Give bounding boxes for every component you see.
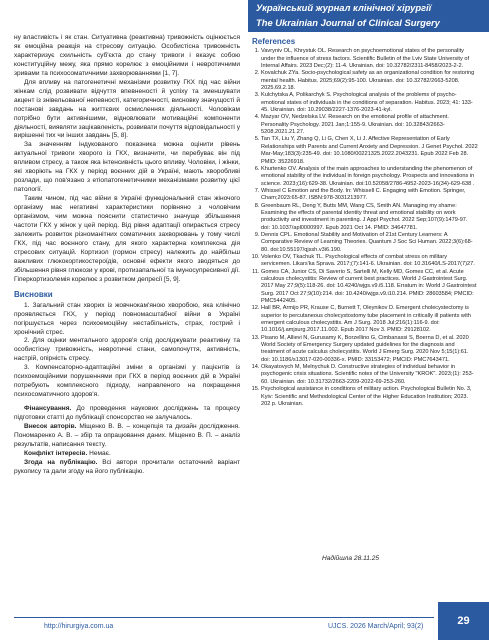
funding-text: До проведення наукових досліджень та процесу підготовки статті до публікації спонсорство не залучалось. (14, 405, 240, 422)
page-number: 29 (438, 602, 489, 640)
reference-item: 8. Greenbaum RL, Deng Y, Butts MM, Wang CS, Smith AN. Managing my shame: Examining the effects of parental identity threat and emotional stability on work productivity and investment in parenting. J Appl Psychol. 2022 Sep;107(9):1479-97. doi: 10.1037/apl0000997. Epub 2021 Oct 14. PMID: 34647781. (261, 203, 478, 232)
reference-item: 12. Hall BR, Armijo PR, Krause C, Burnett T, Oleynikov D. Emergent cholecystectomy is superior to percutaneous cholecystostomy tube placement in critically ill patients with emergent calculous cholecystitis. Am J Surg. 2018 Jul;216(1):116-9. doi: 10.1016/j.amjsurg.2017.11.002. Epub 2017 Nov 3. PMID: 29128102. (261, 305, 478, 334)
journal-citation: UJCS. 2026 March/April; 93(2) (328, 623, 424, 630)
references-column (252, 38, 478, 408)
reference-item: 4. Mazyar OV, Nedzelska LV. Research on the emotional profile of attachment. Personality Psychology. 2021 Jan;1:155-9. Ukrainian. doi: 10.32843/2663-5208.2021.21.27. (261, 114, 478, 136)
reference-item: 6. Khurtenko OV. Analysis of the main approaches to understanding the phenomenon of emotional stability of the individual in foreign psychology. Prospects and innovations in science. 2023;(16):629-38. Ukrainian. doi:10.52058/2786-4952-2023-16(34)-629-638 . (261, 166, 478, 188)
conflict-text: Немає. (87, 449, 111, 457)
reference-item: 11. Gomes CA, Junior CS, Di Saverio S, Sartelli M, Kelly MD, Gomes CC, et al. Acute calculous cholecystitis: Review of current best practices. World J Gastrointest Surg. 2017 May 27;9(5):118-26. doi: 10.4240/wjgs.v9.i5.118. Erratum in: World J Gastrointest Surg. 2017 Oct 27;9(10):214. doi: 10.4240/wjgs.v9.i10.214. PMID: 28603584; PMCID: PMC5442405. (261, 269, 478, 306)
page-footer (0, 602, 489, 640)
journal-title-ukrainian: Український журнал клінічної хірургії (256, 2, 432, 13)
funding-label: Фінансування. (24, 405, 72, 413)
reference-item: 14. Okayatovych M, Melnychuk D. Constructive strategies of individual behavior in psychogenic crisis situations. Scientific notes of the University "KROK". 2023;(1): 253-60. Ukrainian. doi: 10.31732/2663-2209-2022-69-253-260. (261, 364, 478, 386)
journal-header-banner (248, 0, 489, 32)
contributions-text: Міщенко В. В. – концепція та дизайн дослідження. Пономаренко А. В. – збір та опрацювання даних. Міщенко В. П. – аналіз результатів, написання тексту. (14, 423, 240, 448)
contributions-label: Внесок авторів. (24, 423, 77, 431)
reference-item: 2. Kovalchuk ZYa. Socio-psychological safety as an organizational condition for restoring mental health. Habitus. 2025;69(2):95-100. Ukrainian. doi: 10.32782/2663-5208. 2025.69.2.18. (261, 70, 478, 92)
conclusion-item: 3. Компенсаторно-адаптаційні зміни в організмі у пацієнтів із психоемоційними порушеннями при ГКХ в період воєнних дій в Україні потребують комплексного підходу, направленого на покращення психосоматичного здоров'я. (14, 364, 240, 399)
reference-item: 15. Psychological assistance in conditions of military action. Psychological Bulletin No. 3, Kyiv: Scientific and Methodological Center of the Higher Education Institution; 2023. 202 p. Ukrainian. (261, 386, 478, 408)
body-paragraph: ну властивість і як стан. Ситуативна (реактивна) тривожність оцінюється як емоційна реакція на стресову ситуацію. Особистісна тривожність характеризує схильність суб'єкта до стану тривоги і вказує собою конституційну межу, яка прямо корелює з емоційними і невротичними зривами та психосоматичними захворюваннями [1, 7]. (14, 34, 240, 77)
references-list (252, 48, 478, 408)
reference-item: 13. Pisano M, Allievi N, Gurusamy K, Borzellino G, Cimbanassi S, Boerna D, et al. 2020 World Society of Emergency Surgery updated guidelines for the diagnosis and treatment of acute calculus cholecystitis. World J Emerg Surg. 2020 Nov 5;15(1):61. doi: 10.1186/s13017-020-00336-x. PMID: 33153472; PMCID: PMC7643471. (261, 335, 478, 364)
consent-text: Всі автори прочитали остаточний варіант рукопису та дали згоду на його публікацію. (14, 458, 240, 475)
reference-item: 7. Whissel C Emotion and the Body. In: Whissell C. Engaging with Emotion. Springer, Cham;2023:65-87. ISBN:978-3031213977. (261, 188, 478, 203)
body-paragraph: За значенням індукованого показника можна оцінити рівень актуальної тривоги хворого із ГКХ, визначити, чи перебуває він під впливом стресу, а також яка інтенсивність цього впливу. Чоловіки, і жінки, які хворіють на ГКХ у період воєнних дій в Україні, мають хворобливі розлади, що пов'язано з етіопатогенетичними механізмами розвитку цієї патології. (14, 141, 240, 194)
journal-title-english: The Ukrainian Journal of Clinical Surgery (256, 17, 440, 28)
journal-url-link[interactable]: http://hirurgiya.com.ua (44, 623, 114, 630)
conflict-label: Конфлікт інтересів. (24, 449, 88, 457)
reference-item: 1. Vavryniv OL, Khrystuk OL. Research on psychoemotional states of the personality under the influence of stress factors. Scientific Bulletin of the Lviv State University of Internal Affairs. 2023 Dec;(2): 11-4. Ukrainian. doi: 10.32782/2311-8458/2023-2-2. (261, 48, 478, 70)
consent-statement (14, 459, 240, 477)
reference-item: 10. Volenko OV, Tkachuk TL. Psychological effects of combat stress on military servicemen. Likars'ka Sprava. 2017;(7):141-6. Ukrainian. doi: 10.31640/LS-2017(7)27. (261, 254, 478, 269)
left-column (14, 34, 240, 477)
footer-divider (14, 617, 434, 618)
conflict-statement (14, 450, 240, 459)
body-paragraph: Для впливу на патогенетичні механізми розвитку ГКХ під час війни жінкам слід розвивати відчуття впевненості й успіху та зменшувати акцент із знівельованої непевності, категоричності, висновку значущості й постанові завдань на життєвих осмисленнях діяльності. Чоловікам потрібно бути активнішими, відновлювати мотиваційні компоненти діяльності, виявляти зацікавленість, розвивати почуття відповідальності у вирішенні тих чи інших завдань [5, 8]. (14, 78, 240, 140)
reference-item: 5. Tan TX, Liu Y, Zhang Q, Li G, Chen X, Li J. Affective Representation of Early Relationships with Parents and Current Anxiety and Depression. J Genet Psychol. 2022 Mar-May;183(3):235-49. doi: 10.1080/00221325.2022.2043231. Epub 2022 Feb 28. PMID: 35226918. (261, 136, 478, 165)
reference-item: 3. Kulchytska A, Polikarchyk S. Psychological analysis of the problems of psycho-emotional states of individuals in the conditions of separation. Habitus. 2023; 41: 133-45. Ukrainian. doi: 10.29038/2227-1376-2023-41-kyl. (261, 92, 478, 114)
received-date: Надійшла 28.11.25 (322, 555, 380, 562)
conclusions-heading: Висновки (14, 289, 53, 299)
contributions-statement (14, 423, 240, 450)
conclusion-item: 2. Для оцінки ментального здоров'я слід досліджувати реактивну та особистісну тривожність, невротичні стани, самопочуття, активність, настрій, опірність стресу. (14, 337, 240, 363)
funding-statement (14, 405, 240, 423)
body-paragraph: Таким чином, під час війни в Україні функціональний стан жіночого організму має негативні характеристики порівняно з чоловічим організмом, чим можна пояснити статистично значуще збільшення частоти ГКХ у жінок у цей період. Від рівня адаптації опирається стресу залежить розвиток різноманітних соматичних захворювань у тому числі ГКХ, під час воєнного стану, для якого характерна комплексна дія стресових ситуацій. Кортизол (гормон стресу) належить до найбільш важливих глюкокортикостероїдів, основні ефекти якого зводяться до збільшення рівня глюкози у крові, протизапальної та імуносупресивної дії. Гіперкортизолемія корелює з розвитком депресії [5, 9]. (14, 195, 240, 283)
reference-item: 9. Dennis CPL. Emotional Stability and Motivation of 21st Century Learners: A Comparative Review of Learning Theories. Quantum J Soc Sci Human. 2022;3(6):68-80. doi:10.55197/qjssh.v3i6.190. (261, 232, 478, 254)
conclusion-item: 1. Загальний стан хворих із жовчнокам'яною хворобою, яка клінічно проявляється ГКХ, у період повномасштабної війни в Україні погіршується через психоемоційну нестабільність, страх, гострий і хронічний стрес. (14, 301, 240, 336)
consent-label: Згода на публікацію. (24, 458, 98, 466)
references-heading: References (252, 37, 296, 46)
